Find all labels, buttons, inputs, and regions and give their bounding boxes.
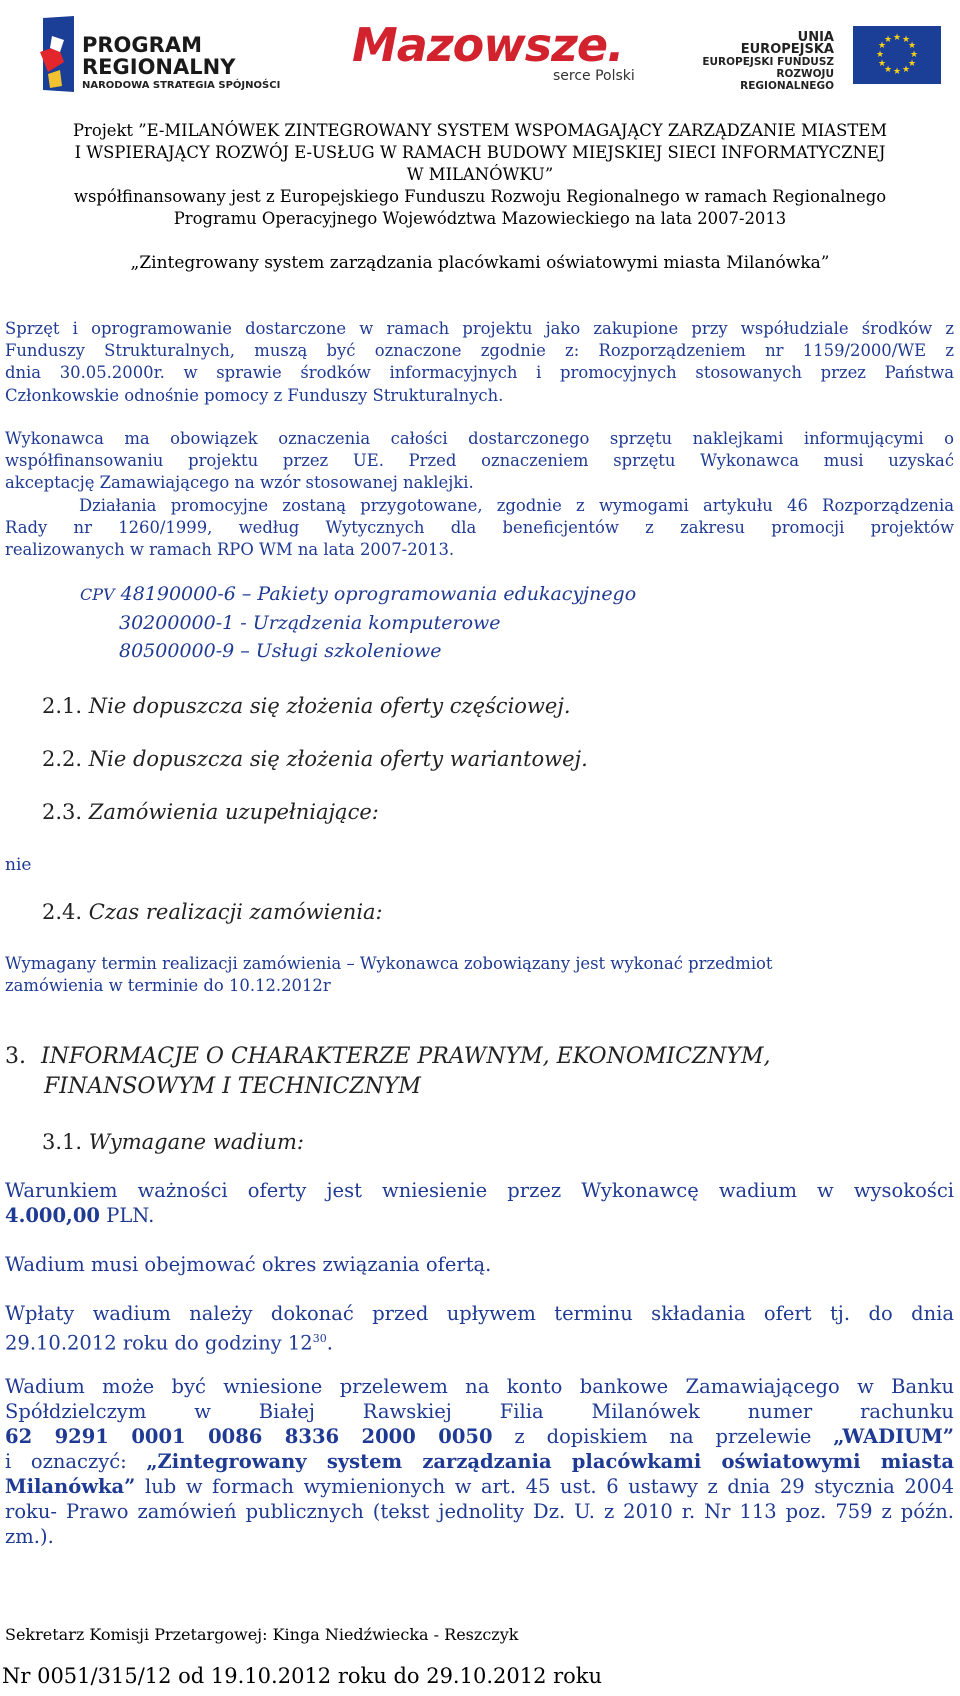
svg-text:★: ★ (877, 59, 887, 69)
footer-document-number: Nr 0051/315/12 od 19.10.2012 roku do 29.10.2012 roku (2, 1664, 603, 1688)
section-2-4-text: Wymagany termin realizacji zamówienia – Wykonawca zobowiązany jest wykonać przedmiot zamówienia w terminie do 10.12.2012r (5, 954, 773, 996)
svg-text:★: ★ (901, 65, 911, 75)
project-header: Projekt ”E-MILANÓWEK ZINTEGROWANY SYSTEM WSPOMAGAJĄCY ZARZĄDZANIE MIASTEM I WSPIERAJĄCY ROZWÓJ E-USŁUG W RAMACH BUDOWY MIEJSKIEJ SIECI INFORMATYCZNEJ W MILANÓWKU” współfinansowany jest z Europejskiego Funduszu Rozwoju Regionalnego w ramach Regionalnego Programu Operacyjnego Województwa Mazowieckiego na lata 2007-2013 (72, 121, 888, 228)
program-regionalny-title: PROGRAM REGIONALNY (82, 33, 236, 79)
wadium-deadline-paragraph: Wpłaty wadium należy dokonać przed upływem terminu składania ofert tj. do dnia 29.10.2012 roku do godziny $12^{30}$. (5, 1302, 954, 1355)
project-subtitle: „Zintegrowany system zarządzania placówkami oświatowymi miasta Milanówka” (130, 253, 830, 273)
paragraph-equipment-marking: Sprzęt i oprogramowanie dostarczone w ramach projektu jako zakupione przy współudziale środków z Funduszy Strukturalnych, muszą być oznaczone zgodnie z: Rozporządzeniem nr 1159/2000/WE z dnia 30.05.2000r. w sprawie środków informacyjnych i promocyjnych stosowanych przez Państwa Członkowskie odnośnie pomocy z Funduszy Strukturalnych. (5, 319, 954, 405)
wadium-transfer-paragraph: Wadium może być wniesione przelewem na konto bankowe Zamawiającego w Banku Spółdzielczym w Białej Rawskiej Filia Milanówek numer rachunku 62 9291 0001 0086 8336 2000 0050 z dopiskiem na przelewie „WADIUM” i oznaczyć: „Zintegrowany system zarządzania placówkami oświatowymi miasta Milanówka” lub w formach wymienionych w art. 45 ust. 6 ustawy z dnia 29 stycznia 2004 roku- Prawo zamówień publicznych (tekst jednolity Dz. U. z 2010 r. Nr 113 poz. 759 z późn. zm.). (5, 1375, 954, 1548)
svg-text:★: ★ (892, 67, 902, 77)
mazowsze-logo: Mazowsze. (352, 18, 624, 72)
svg-text:★: ★ (907, 41, 917, 51)
eu-flag-icon (853, 26, 941, 84)
paragraph-contractor-obligation: Wykonawca ma obowiązek oznaczenia całości dostarczonego sprzętu naklejkami informującymi o współfinansowaniu projektu przez UE. Przed oznaczeniem sprzętu Wykonawca musi uzyskać akceptację Zamawiającego na wzór stosowanej naklejki. Działania promocyjne zostaną przygotowane, zgodnie z wymogami artykułu 46 Rozporządzenia Rady nr 1260/1999, według Wytycznych dla beneficjentów z zakresu promocji projektów realizowanych w ramach RPO WM na lata 2007-2013. (5, 429, 954, 560)
section-2-3-answer: nie (5, 855, 32, 875)
ue-logo-text: UNIA EUROPEJSKA EUROPEJSKI FUNDUSZ ROZWOJU REGIONALNEGO (702, 30, 834, 92)
section-2-1: 2.1. Nie dopuszcza się złożenia oferty częściowej. (42, 694, 571, 718)
svg-text:★: ★ (901, 35, 911, 45)
program-regionalny-subtitle: NARODOWA STRATEGIA SPÓJNOŚCI (82, 80, 281, 91)
section-3-heading: 3. INFORMACJE O CHARAKTERZE PRAWNYM, EKONOMICZNYM, FINANSOWYM I TECHNICZNYM (5, 1044, 771, 1099)
section-2-2: 2.2. Nie dopuszcza się złożenia oferty wariantowej. (42, 747, 588, 771)
wadium-period-paragraph: Wadium musi obejmować okres związania ofertą. (5, 1253, 492, 1276)
svg-text:★: ★ (909, 50, 919, 60)
svg-text:★: ★ (883, 35, 893, 45)
mazowsze-tagline: serce Polski (553, 68, 635, 84)
svg-text:★: ★ (875, 50, 885, 60)
svg-text:★: ★ (877, 41, 887, 51)
wadium-amount-paragraph: Warunkiem ważności oferty jest wniesienie przez Wykonawcę wadium w wysokości 4.000,00 PLN. (5, 1179, 954, 1227)
section-3-1: 3.1. Wymagane wadium: (42, 1130, 304, 1154)
footer-secretary: Sekretarz Komisji Przetargowej: Kinga Niedźwiecka - Reszczyk (5, 1625, 519, 1644)
svg-text:★: ★ (892, 33, 902, 43)
cpv-codes: CPV 48190000-6 – Pakiety oprogramowania edukacyjnego 30200000-1 - Urządzenia komputerowe 80500000-9 – Usługi szkoleniowe (80, 583, 637, 662)
section-2-3: 2.3. Zamówienia uzupełniające: (42, 800, 379, 824)
svg-text:★: ★ (883, 65, 893, 75)
section-2-4: 2.4. Czas realizacji zamówienia: (42, 900, 383, 924)
svg-text:★: ★ (907, 59, 917, 69)
program-regionalny-logo (38, 12, 78, 94)
logo-bar (0, 0, 960, 100)
